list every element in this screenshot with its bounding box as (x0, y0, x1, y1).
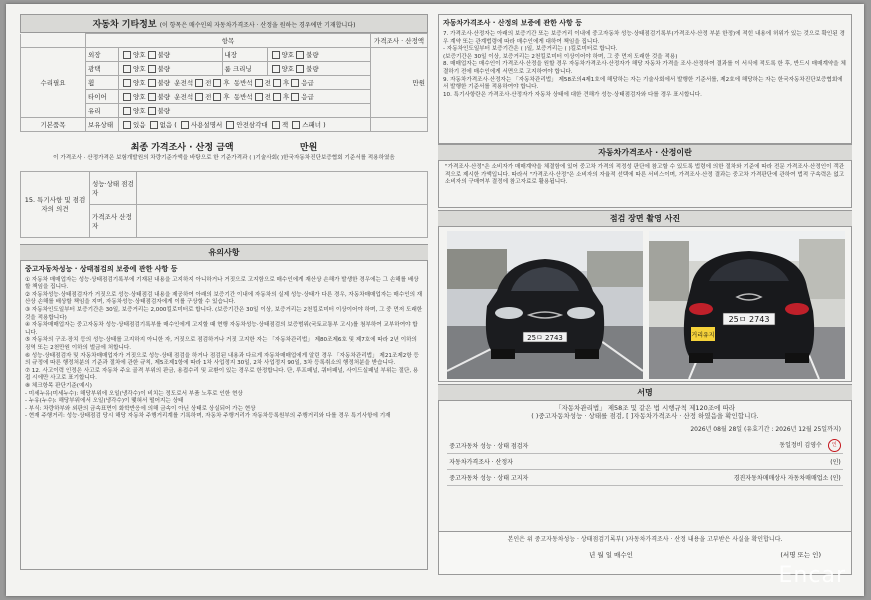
sign-label: 중고자동차 성능 · 상태 고지자 (447, 469, 616, 485)
special-row-label: 성능·상태 점검자 (90, 171, 137, 204)
caution-block (20, 261, 428, 570)
section-header-other-info (20, 14, 428, 33)
checkbox[interactable] (296, 65, 304, 73)
rear-plate-text: 25ㅁ 2743 (728, 315, 770, 324)
checkbox[interactable] (148, 79, 156, 87)
repair-table (20, 33, 428, 132)
checkbox[interactable] (255, 79, 263, 87)
caution-paragraphs (21, 277, 427, 421)
special-row-value[interactable] (137, 171, 428, 204)
basic-status-label: 보유상태 (86, 118, 119, 132)
caution-paragraph: ① 자동차 매매업자는 성능·상태점검기록부에 기재된 내용을 고지하지 아니하거나 거짓으로 고지함으로 매수인에게 재산상 손해가 발생한 경우에는 그 손해를 배상할 책임을 집니다. (25, 276, 419, 291)
checkbox[interactable] (292, 121, 300, 129)
caution-heading: 중고자동차성능 · 상태점검의 보증에 관한 사항 등 (25, 264, 178, 273)
checkbox[interactable] (148, 65, 156, 73)
sign-value: 경진자동차매매상사 자동차매매업소 (인) (617, 469, 843, 485)
sign-line-1: 「자동차관리법」 제58조 및 같은 법 시행규칙 제120조에 따라 (555, 404, 735, 412)
receipt-text: 본인은 위 중고자동차성능 · 상태점검기록부( )자동차가격조사 · 산정 내용을 고부받은 사실을 확인합니다. (507, 536, 783, 543)
checkbox[interactable] (181, 121, 189, 129)
checkbox[interactable] (272, 65, 280, 73)
caution-paragraph: - 누유(누수): 해당부위에서 오일(냉각수)이 맺혀서 떨어지는 상태 (25, 398, 184, 405)
front-car-image (447, 231, 643, 379)
row-options: 양호 불량 (267, 62, 371, 76)
row-options: 양호 불량 운전석 전 후 동반석 전 후 응급 (119, 76, 371, 90)
guarantee-paragraph: 9. 자동차가격조사·산정자는 「자동차관리법」 제58조의4제1호에 해당하는 자는 기술사회에서 발행한 기준서를, 제2호에 해당하는 자는 한국자동차진단보증협회에서 발행한 기준서를 적용하여야 합니다. (443, 76, 843, 91)
sign-title: 서명 (438, 384, 852, 401)
special-notes-table (20, 171, 428, 238)
section-note: (이 항목은 매수인의 자동차가격조사 · 산정을 원하는 경우에만 기재합니다) (159, 22, 356, 29)
checkbox[interactable] (123, 121, 131, 129)
checkbox[interactable] (148, 107, 156, 115)
won-unit: 만원 (371, 48, 428, 118)
checkbox[interactable] (123, 51, 131, 59)
document-sheet (6, 4, 864, 596)
caution-paragraph: ② 자동차성능·상태점검자가 거짓으로 성능·상태점검 내용을 제공하여 아래의 보증기간 이내에 자동차의 실제 성능·상태가 다른 경우, 자동차매매업자는 매수인의 재산상 손해를 배상할 책임을 지며, 자동차성능·상태점검자에게 이를 구상할 수 있습니다. (25, 291, 423, 306)
photo-area (438, 227, 852, 382)
amount-header: 가격조사 · 산정액 (371, 34, 428, 48)
sign-line-2: ( )중고자동차성능 · 상태를 점검, [ ]자동차가격조사 · 산정 하였음을 확인합니다. (531, 411, 759, 420)
sign-block (438, 401, 852, 532)
checkbox[interactable] (296, 51, 304, 59)
sign-value: (인) (617, 453, 843, 469)
checkbox[interactable] (195, 79, 203, 87)
checkbox[interactable] (123, 93, 131, 101)
caution-paragraph: ⑦ 12. 사고이력 인정은 사고로 자동차 주요 골격 부위의 판금, 용접수리 및 교환이 있는 경우로 한정합니다. 단, 루프패널, 쿼터패널, 사이드실패널 부위는 절단, 용접 시에만 사고로 표기합니다. (25, 367, 419, 382)
special-row-value[interactable] (137, 204, 428, 237)
checkbox[interactable] (123, 107, 131, 115)
final-price-label: 최종 가격조사 · 산정 금액 (130, 143, 234, 153)
red-seal-icon: 인 (828, 439, 841, 452)
checkbox[interactable] (123, 79, 131, 87)
guarantee-paragraph: 8. 매매업자는 매수인이 가격조사·산정을 원할 경우 자동차가격조사·산정자가 해당 자동차 가격을 조사·산정하여 결과를 이 서식에 적도록 한 후, 반드시 매매계약을 체결하기 전에 매수인에게 서면으로 고지하여야 합니다. (443, 61, 846, 75)
sign-table (447, 438, 843, 486)
front-photo (447, 231, 643, 379)
caution-paragraph: - 현재 주행거리: 성능·상태점검 당시 해당 자동차 주행거리계를 기록하며, 자동차 주행거리가 자동차등록원부의 주행거리와 다를 경우 특기사항에 기재 (25, 413, 391, 420)
basic-items-label: 기본품목 (21, 118, 86, 132)
row-options: 양호 불량 운전석 전 후 동반석 전 후 응급 (119, 90, 371, 104)
guarantee-paragraph: 7. 가격조사·산정자는 아래의 보증기간 또는 보증거리 이내에 중고자동차 성능·상태점검기록부(가격조사·산정 부분 한정)에 적힌 내용에 허위가 있는 것으로 확인된 경우 계약 또는 관계법령에 따라 매수인에게 대하여 책임을 집니다. (443, 31, 845, 45)
rear-sticker-text: 거리유지 (691, 332, 715, 339)
checkbox[interactable] (226, 121, 234, 129)
guarantee-paragraph: (보증기간은 30일 이상, 보증거리는 2천킬로미터 이상이어야 하며, 그 중 먼저 도래한 것을 적용) (443, 53, 678, 60)
row-label: 룸 크리닝 (222, 62, 267, 76)
caution-paragraph: ③ 자동차인도일부터 보증기간은 30일, 보증거리는 2,000킬로미터로 합니다. (보증기간은 30일 이상, 보증거리는 2천킬로미터 이상이어야 하며, 그 중 먼저 도래한 것을 적용합니다) (25, 306, 423, 321)
row-label: 유리 (86, 104, 119, 118)
checkbox[interactable] (148, 51, 156, 59)
checkbox[interactable] (255, 93, 263, 101)
row-label: 타이어 (86, 90, 119, 104)
sign-label: 자동차가격조사 · 산정자 (447, 453, 616, 469)
receipt-sign: (서명 또는 인) (780, 550, 821, 559)
caution-paragraph: ⑧ 체크항목 판단기준(예시) (25, 382, 92, 389)
right-column (438, 14, 852, 575)
checkbox[interactable] (272, 121, 280, 129)
caution-paragraph: ④ 자동차매매업자는 중고자동차 성능·상태점검기록부를 매수인에게 고지할 때 현행 자동차성능·상태점검의 보증범위(국토교통부 고시)를 첨부하여 교부하여야 합니다. (25, 322, 418, 336)
checkbox[interactable] (213, 79, 221, 87)
checkbox[interactable] (291, 93, 299, 101)
checkbox[interactable] (273, 93, 281, 101)
final-price-note: 이 가격조사 · 산정가격은 보험개발원의 차량기준가액을 바탕으로 한 기준가격과 ( )기술사회( )한국자동차진단보증협회 기준서를 적용하였음 (53, 155, 395, 161)
item-header: 항목 (86, 34, 371, 48)
checkbox[interactable] (272, 51, 280, 59)
caution-title: 유의사항 (20, 244, 428, 261)
receipt-date: 년 월 일 매수인 (589, 550, 633, 559)
checkbox[interactable] (291, 79, 299, 87)
row-options: 양호 불량 (119, 62, 223, 76)
checkbox[interactable] (148, 93, 156, 101)
checkbox[interactable] (195, 93, 203, 101)
rear-car-image (649, 231, 845, 379)
notice-text: "가격조사·산정"은 소비자가 매매계약을 체결함에 있어 중고차 가격의 적정성 판단에 참고할 수 있도록 법령에 의한 절차와 기준에 따라 전문 가격조사·산정인이 객관적으로 제시한 가액입니다. 따라서 "가격조사·산정"은 소비자의 자율적 선택에 따른 서비스이며, 가격조사·산정 결과는 중고차 가격판단에 관하여 법적 구속력은 없고 소비자의 구매여부 결정에 참고자료로 활용됩니다. (438, 161, 852, 208)
rear-photo (649, 231, 845, 379)
row-options: 양호 불량 (119, 48, 223, 62)
row-label: 내장 (222, 48, 267, 62)
sign-value: 동일정비 김영수 인 (617, 438, 843, 454)
checkbox[interactable] (213, 93, 221, 101)
checkbox[interactable] (150, 121, 158, 129)
caution-paragraph: - 미세누유(미세누수): 해당부위에 오일(냉각수)이 비치는 정도로서 부품 노후로 인한 현상 (25, 390, 243, 397)
section-title: 자동차 기타정보 (92, 20, 157, 30)
notice-title: 자동차가격조사 · 산정이란 (438, 144, 852, 161)
front-plate-text: 25ㅁ 2743 (527, 334, 563, 342)
row-label: 외장 (86, 48, 119, 62)
guarantee-block (438, 14, 852, 144)
basic-options: 있음 없음 ( 사용설명서 안전삼각대 잭 스패너 ) (119, 118, 371, 132)
guarantee-title: 자동차가격조사 · 산정의 보증에 관한 사항 등 (443, 19, 582, 27)
guarantee-paragraph: - 자동차인도일부터 보증기간은 ( )일, 보증거리는 ( )킬로미터로 합니다. (443, 46, 618, 53)
final-price-row (20, 132, 428, 155)
row-options: 양호 불량 (119, 104, 371, 118)
row-label: 휠 (86, 76, 119, 90)
photo-title: 점검 장면 촬영 사진 (438, 210, 852, 227)
special-row-label: 가격조사 산정자 (90, 204, 137, 237)
repair-group-label: 수리필요 (21, 48, 86, 118)
encar-watermark: Encar (778, 563, 846, 588)
receipt-sign-row (439, 544, 851, 559)
left-column (20, 14, 428, 570)
caution-paragraph: ⑤ 자동차의 구조·장치 등의 성능·상태를 고지하지 아니한 자, 거짓으로 점검하거나 거짓 고지한 자는 「자동차관리법」 제80조제6호 및 제7호에 따라 2년 이하의 징역 또는 2천만원 이하의 벌금에 처합니다. (25, 337, 417, 351)
row-label: 광택 (86, 62, 119, 76)
sign-date: 2026년 08월 28일 (유효기간 : 2026년 12월 25일까지) (690, 426, 841, 434)
row-options: 양호 불량 (267, 48, 371, 62)
sign-label: 중고자동차 성능 · 상태 점검자 (447, 438, 616, 454)
checkbox[interactable] (273, 79, 281, 87)
guarantee-paragraph: 10. 특기사항란은 가격조사·산정자가 자동차 상태에 대한 견해가 성능·상태점검자와 다를 경우 표시합니다. (443, 91, 702, 98)
caution-paragraph: - 부식: 차량하부와 외판의 금속표면이 화학반응에 의해 금속이 아닌 상태로 상실되어 가는 현상 (25, 405, 256, 412)
checkbox[interactable] (123, 65, 131, 73)
final-price-unit: 만원 (299, 143, 318, 153)
guarantee-paragraphs (439, 31, 851, 99)
special-notes-label: 15. 특기사항 및 점검자의 의견 (21, 171, 90, 237)
caution-paragraph: ⑥ 성능·상태점검자 및 자동차매매업자가 거짓으로 성능·상태 점검을 하거나 점검된 내용과 다르게 자동차매매업에게 알린 경우 「자동차관리법」 제21조제2항 등의 규정에 따른 행정처분의 기준과 절차에 관한 규칙, 제5조제1항에 따라 1차 사업정지 30일, 2차 사업정지 90일, 3차 등록취소의 행정처분을 받습니다. (25, 352, 419, 367)
